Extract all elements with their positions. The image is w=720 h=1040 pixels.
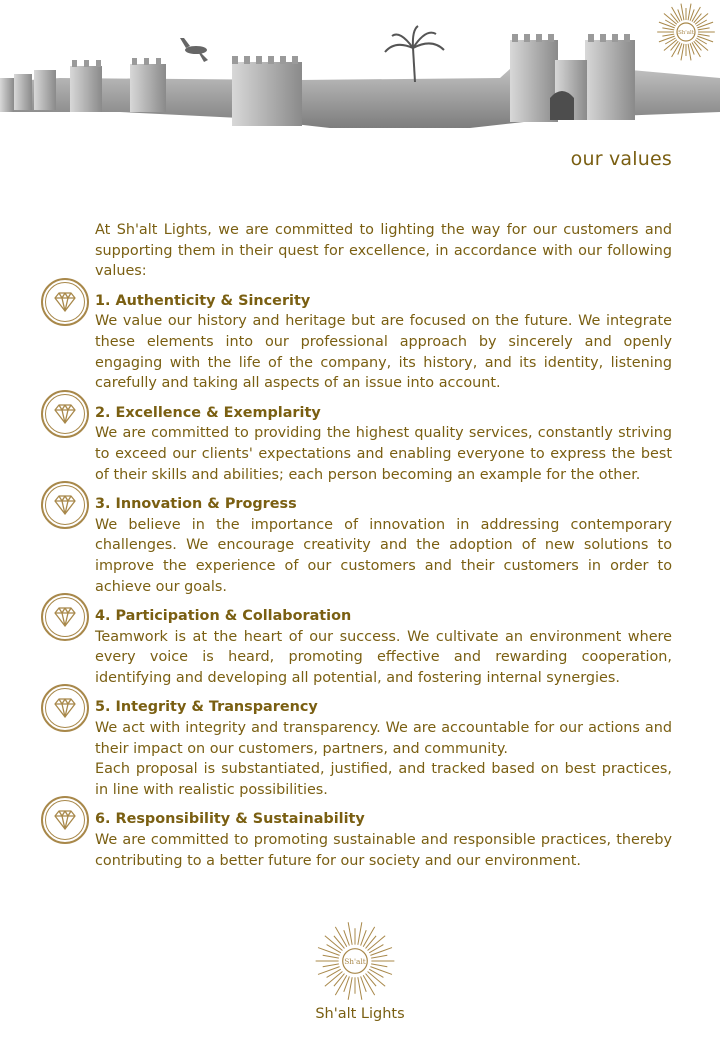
diamond-icon (40, 389, 90, 439)
sun-logo-text: Sh'alt (344, 956, 366, 966)
sun-ray (688, 4, 691, 21)
sun-ray (366, 974, 377, 987)
sun-ray (370, 967, 392, 975)
sun-ray (698, 28, 710, 30)
values-list (95, 291, 672, 871)
value-heading: 3. Innovation & Progress (95, 496, 297, 513)
value-heading: 2. Excellence & Exemplarity (95, 404, 321, 421)
value-paragraph: We act with integrity and transparency. We are accountable for our actions and their impact on our customers, partners, and community. (95, 720, 672, 757)
value-heading: 5. Integrity & Transparency (95, 699, 318, 716)
sun-ray (694, 41, 702, 50)
sun-ray (323, 964, 339, 967)
sun-ray (318, 967, 340, 975)
sun-ray (371, 964, 387, 967)
value-description (95, 627, 672, 689)
value-section (95, 606, 672, 688)
page-title: our values (570, 148, 672, 170)
value-section (95, 291, 672, 394)
header-banner-wall-illustration (0, 0, 720, 145)
sun-ray (688, 44, 691, 61)
sun-ray (697, 22, 713, 28)
value-paragraph: Teamwork is at the heart of our success. We cultivate an environment where every voice is heard, promoting effective and rewarding cooperation, identifying and developing all potential, and fostering internal synergies. (95, 628, 672, 686)
sun-ray (694, 14, 702, 23)
diamond-icon (40, 683, 90, 733)
sun-ray (358, 977, 362, 1000)
value-description (95, 718, 672, 800)
value-section (95, 697, 672, 800)
sun-ray (323, 955, 339, 958)
diamond-icon (40, 795, 90, 845)
sun-ray (334, 974, 345, 987)
brand-sun-logo-top (656, 2, 716, 62)
value-paragraph: We value our history and heritage but are focused on the future. We integrate these elements into our professional approach by sincerely and openly engaging with the life of the company, its history, and its identity, listening carefully and taking all aspects of an issue into account. (95, 313, 672, 392)
value-section (95, 494, 672, 597)
diamond-icon (40, 592, 90, 642)
value-description (95, 311, 672, 393)
value-description (95, 830, 672, 871)
value-section (95, 809, 672, 871)
value-heading: 4. Participation & Collaboration (95, 608, 352, 625)
value-description (95, 515, 672, 597)
sun-ray (334, 936, 345, 949)
diamond-icon (40, 277, 90, 327)
value-heading: 1. Authenticity & Sincerity (95, 292, 311, 309)
sun-ray (671, 41, 679, 50)
value-paragraph: We are committed to providing the highest quality services, constantly striving to exceed our clients' expectations and enabling everyone to express the best of their skills and abilities; each person becoming an example for the other. (95, 425, 672, 483)
sun-ray (662, 34, 674, 36)
value-paragraph: Each proposal is substantiated, justified, and tracked based on best practices, in line with realistic possibilities. (95, 761, 672, 798)
sun-ray (681, 44, 684, 61)
value-heading: 6. Responsibility & Sustainability (95, 811, 365, 828)
intro-paragraph: At Sh'alt Lights, we are committed to lighting the way for our customers and supporting them in their quest for excellence, in accordance with our following values: (95, 222, 672, 280)
sun-ray (659, 36, 675, 42)
sun-logo-text: Sh'alt (678, 30, 694, 37)
sun-ray (659, 22, 675, 28)
sun-ray (681, 4, 684, 21)
value-section (95, 403, 672, 485)
sun-ray (698, 34, 710, 36)
sun-ray (697, 36, 713, 42)
brand-sun-logo-footer (314, 920, 396, 1002)
sun-ray (671, 14, 679, 23)
footer-brand-name: Sh'alt Lights (315, 1006, 405, 1022)
sun-ray (358, 922, 362, 945)
diamond-icon (40, 480, 90, 530)
value-description (95, 423, 672, 485)
value-paragraph: We are committed to promoting sustainable and responsible practices, thereby contributing to a better future for our society and our environment. (95, 832, 672, 869)
sun-ray (348, 977, 352, 1000)
values-content (95, 220, 672, 871)
sun-ray (348, 922, 352, 945)
sun-ray (371, 955, 387, 958)
sun-ray (662, 28, 674, 30)
value-paragraph: We believe in the importance of innovation in addressing contemporary challenges. We encourage creativity and the adoption of new solutions to improve the experience of our customers and their customers in order to achieve our goals. (95, 516, 672, 595)
sun-ray (318, 948, 340, 956)
sun-ray (370, 948, 392, 956)
sun-ray (366, 936, 377, 949)
